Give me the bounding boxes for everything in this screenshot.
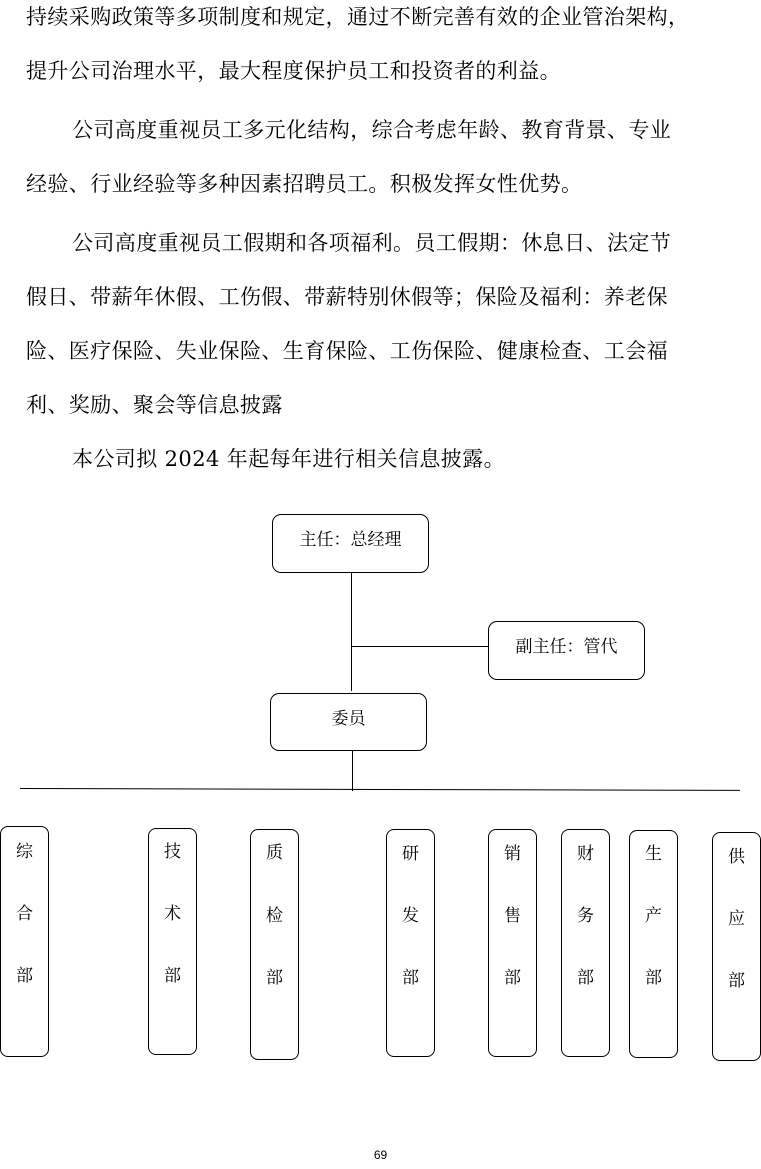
paragraph-diversity: [26, 103, 716, 211]
connector-deputy: [352, 646, 489, 647]
department-char: 术: [164, 904, 181, 924]
department-box-sales: [488, 829, 537, 1057]
department-bus-line: [20, 788, 740, 791]
director-label: 主任：总经理: [299, 530, 402, 550]
department-box-production: [629, 830, 678, 1058]
department-char: 部: [266, 968, 283, 988]
department-char: 生: [645, 844, 662, 864]
text-line: 假日、带薪年休假、工伤假、带薪特别休假等；保险及福利：养老保: [26, 285, 668, 309]
deputy-director-label: 副主任：管代: [515, 637, 618, 657]
text-line: 利、奖励、聚会等信息披露: [26, 393, 283, 417]
text-line: 本公司拟 2024 年起每年进行相关信息披露。: [72, 447, 505, 471]
department-char: 务: [577, 906, 594, 926]
department-char: 技: [164, 842, 181, 862]
department-char: 部: [645, 968, 662, 988]
director-box: [272, 514, 429, 573]
department-char: 财: [577, 844, 594, 864]
department-char: 部: [164, 966, 181, 986]
department-char: 部: [504, 968, 521, 988]
department-char: 销: [504, 844, 521, 864]
department-box-general-affairs: [0, 826, 49, 1057]
department-char: 质: [266, 843, 283, 863]
page-number: 69: [373, 1148, 388, 1162]
department-char: 部: [16, 966, 33, 986]
department-char: 检: [266, 906, 283, 926]
department-char: 售: [504, 906, 521, 926]
department-char: 研: [402, 844, 419, 864]
department-char: 部: [577, 968, 594, 988]
text-line: 持续采购政策等多项制度和规定，通过不断完善有效的企业管治架构，: [26, 5, 690, 29]
department-char: 部: [728, 971, 745, 991]
department-box-supply: [712, 832, 761, 1061]
paragraph-governance: [26, 0, 716, 98]
text-line: 公司高度重视员工多元化结构，综合考虑年龄、教育背景、专业: [72, 118, 672, 142]
connector-member-departments: [352, 751, 353, 791]
paragraph-benefits: [26, 216, 716, 432]
deputy-director-box: [488, 621, 645, 680]
text-line: 险、医疗保险、失业保险、生育保险、工伤保险、健康检查、工会福: [26, 339, 668, 363]
department-char: 部: [402, 968, 419, 988]
department-box-finance: [561, 829, 610, 1057]
department-char: 合: [16, 904, 33, 924]
department-char: 综: [16, 842, 33, 862]
department-char: 发: [402, 906, 419, 926]
connector-director-member: [351, 573, 352, 691]
member-label: 委员: [331, 709, 366, 729]
paragraph-disclosure: [26, 432, 716, 486]
department-box-technology: [148, 828, 197, 1055]
department-char: 产: [645, 906, 662, 926]
department-char: 供: [728, 847, 745, 867]
department-box-quality: [250, 829, 299, 1060]
text-line: 提升公司治理水平，最大程度保护员工和投资者的利益。: [26, 59, 561, 83]
text-line: 经验、行业经验等多种因素招聘员工。积极发挥女性优势。: [26, 172, 583, 196]
department-box-rnd: [386, 829, 435, 1057]
member-box: [270, 693, 427, 751]
department-char: 应: [728, 909, 745, 929]
text-line: 公司高度重视员工假期和各项福利。员工假期：休息日、法定节: [72, 231, 672, 255]
